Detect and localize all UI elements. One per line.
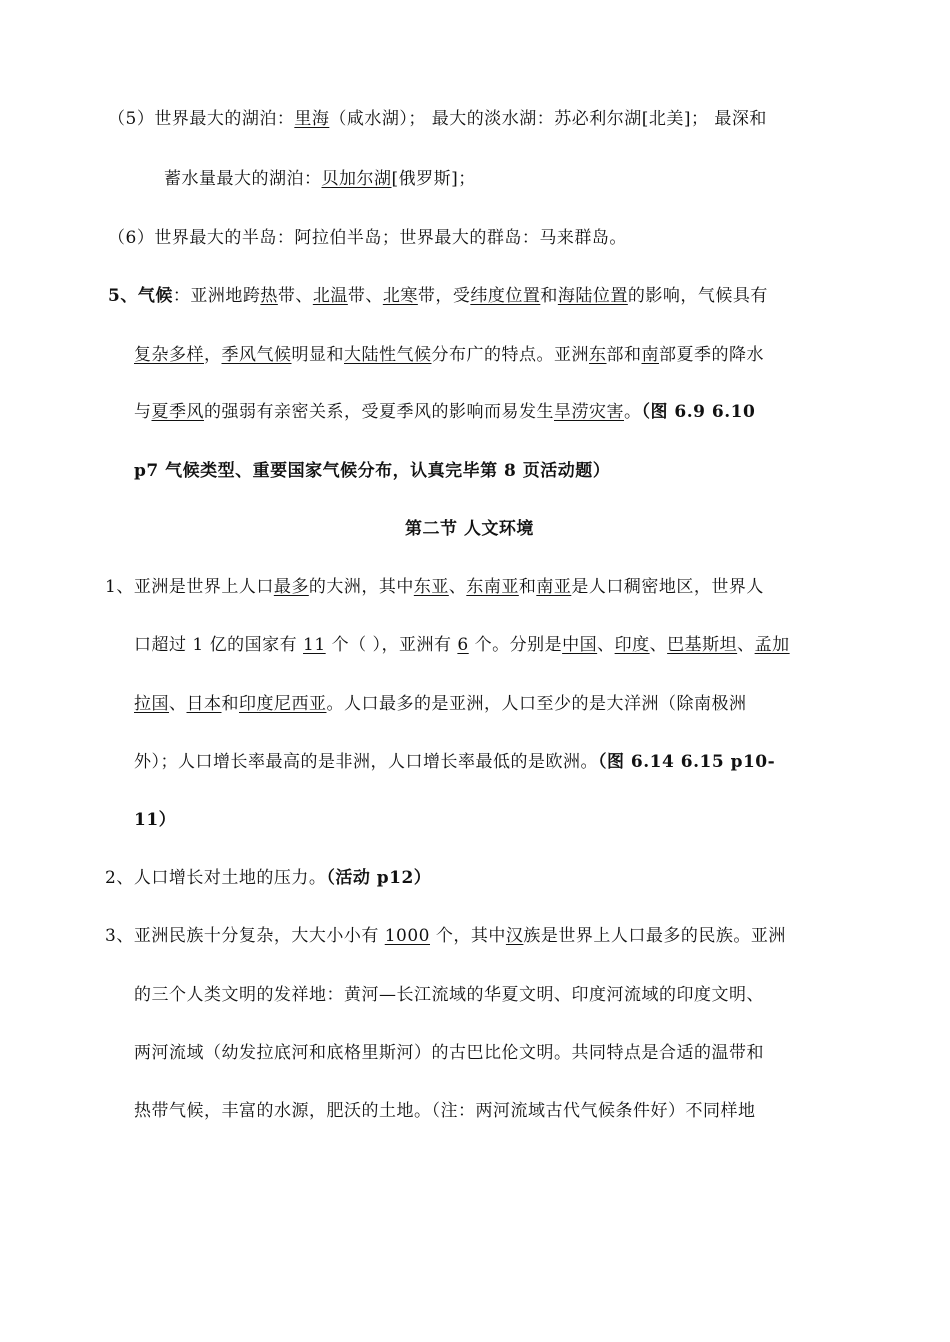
text-segment: 2、人口增长对土地的压力。 xyxy=(105,868,327,888)
text-segment: 蓄水量最大的湖泊： xyxy=(164,169,322,189)
text-segment: 带、 xyxy=(277,286,313,306)
text-segment: 、 xyxy=(169,694,187,714)
underlined-term: 1000 xyxy=(384,926,430,946)
paragraph-line-lake xyxy=(108,107,767,131)
text-segment: 1、亚洲是世界上人口 xyxy=(105,577,274,597)
bold-text: 5、气候 xyxy=(108,286,173,306)
text-segment: 和 xyxy=(518,577,537,597)
underlined-term: 6 xyxy=(457,635,469,655)
bold-text: （图 6.14 6.15 p10- xyxy=(598,752,776,772)
text-segment: 外）；人口增长率最高的是非洲，人口增长率最低的是欧洲。 xyxy=(134,752,598,772)
text-segment: 部夏季的降水 xyxy=(659,345,764,365)
text-segment: 热带气候，丰富的水源，肥沃的土地。（注：两河流域古代气候条件好）不同样地 xyxy=(134,1101,756,1121)
text-segment: （咸水湖）； 最大的淡水湖：苏必利尔湖[北美]； 最深和 xyxy=(329,109,767,129)
underlined-term: 中国 xyxy=(562,635,598,655)
underlined-term: 季风气候 xyxy=(221,345,292,365)
text-segment: 族是世界上人口最多的民族。亚洲 xyxy=(523,926,786,946)
text-segment: 是人口稠密地区，世界人 xyxy=(571,577,764,597)
paragraph-line-climate-2 xyxy=(134,343,764,367)
text-segment: 、 xyxy=(737,635,755,655)
section-title xyxy=(405,517,534,541)
underlined-term: 东 xyxy=(589,345,607,365)
text-segment: 明显和 xyxy=(291,345,344,365)
text-segment: 带，受 xyxy=(417,286,471,306)
underlined-term: 最多 xyxy=(273,577,309,597)
text-segment: 和 xyxy=(540,286,558,306)
text-segment: 两河流域（幼发拉底河和底格里斯河）的古巴比伦文明。共同特点是合适的温带和 xyxy=(134,1043,764,1063)
underlined-term: 日本 xyxy=(186,694,222,714)
underlined-term: 南 xyxy=(641,345,659,365)
paragraph-line-climate-3 xyxy=(134,400,755,424)
text-segment: 、 xyxy=(597,635,615,655)
text-segment: 的影响，气候具有 xyxy=(627,286,768,306)
underlined-term: 复杂多样 xyxy=(134,345,204,365)
text-segment: 部和 xyxy=(606,345,642,365)
text-segment: 与 xyxy=(134,402,152,422)
bold-text: 11） xyxy=(134,810,177,830)
paragraph-line-lake-cont xyxy=(164,167,476,191)
underlined-term: 贝加尔湖 xyxy=(321,169,392,189)
paragraph-line-peninsula xyxy=(108,226,627,250)
text-segment: 的大洲，其中 xyxy=(308,577,414,597)
text-segment: 口超过 1 亿的国家有 xyxy=(134,635,304,655)
paragraph-line-climate-4 xyxy=(134,459,610,483)
paragraph-line-population-3 xyxy=(134,692,747,716)
underlined-term: 夏季风 xyxy=(151,402,204,422)
text-segment: ：亚洲地跨 xyxy=(172,286,261,306)
underlined-term: 印度 xyxy=(614,635,650,655)
text-segment: 分布广的特点。亚洲 xyxy=(431,345,589,365)
paragraph-line-ethnic xyxy=(105,924,786,948)
text-segment: 和 xyxy=(221,694,239,714)
underlined-term: 东南亚 xyxy=(466,577,519,597)
text-segment: 、 xyxy=(649,635,668,655)
text-segment: 、 xyxy=(448,577,467,597)
text-segment: ， xyxy=(204,345,222,365)
text-segment: 。人口最多的是亚洲，人口至少的是大洋洲（除南极洲 xyxy=(326,694,747,714)
paragraph-line-population-5 xyxy=(134,808,176,832)
text-segment: 3、亚洲民族十分复杂，大大小小有 xyxy=(105,926,385,946)
paragraph-line-climate xyxy=(108,284,768,308)
underlined-term: 东亚 xyxy=(413,577,449,597)
underlined-term: 纬度位置 xyxy=(470,286,541,306)
bold-text: 第二节 人文环境 xyxy=(405,519,534,539)
bold-text: p7 气候类型、重要国家气候分布，认真完毕第 8 页活动题） xyxy=(134,461,611,481)
underlined-term: 大陆性气候 xyxy=(344,345,432,365)
underlined-term: 汉 xyxy=(505,926,524,946)
underlined-term: 旱涝灾害 xyxy=(554,402,624,422)
text-segment: 个（ ），亚洲有 xyxy=(325,635,458,655)
text-segment: 的强弱有亲密关系，受夏季风的影响而易发生 xyxy=(204,402,554,422)
text-segment: （6）世界最大的半岛：阿拉伯半岛；世界最大的群岛：马来群岛。 xyxy=(108,228,627,248)
underlined-term: 里海 xyxy=(294,109,330,129)
paragraph-line-population xyxy=(105,575,764,599)
paragraph-line-ethnic-3 xyxy=(134,1041,764,1065)
underlined-term: 热 xyxy=(260,286,278,306)
underlined-term: 海陆位置 xyxy=(557,286,628,306)
paragraph-line-population-2 xyxy=(134,633,790,657)
underlined-term: 拉国 xyxy=(134,694,169,714)
text-segment: （5）世界最大的湖泊： xyxy=(108,109,295,129)
text-segment: 个。分别是 xyxy=(468,635,563,655)
underlined-term: 11 xyxy=(303,635,326,655)
text-segment: 带、 xyxy=(347,286,383,306)
underlined-term: 巴基斯坦 xyxy=(667,635,738,655)
paragraph-line-ethnic-2 xyxy=(134,983,764,1007)
underlined-term: 南亚 xyxy=(536,577,572,597)
underlined-term: 孟加 xyxy=(754,635,790,655)
underlined-term: 印度尼西亚 xyxy=(239,694,327,714)
text-segment: 。 xyxy=(624,402,642,422)
paragraph-line-land-pressure xyxy=(105,866,431,890)
text-segment: [俄罗斯]； xyxy=(391,169,476,189)
text-segment: 的三个人类文明的发祥地：黄河—长江流域的华夏文明、印度河流域的印度文明、 xyxy=(134,985,764,1005)
bold-text: （活动 p12） xyxy=(326,868,432,888)
underlined-term: 北寒 xyxy=(382,286,418,306)
bold-text: （图 6.9 6.10 xyxy=(641,402,756,422)
underlined-term: 北温 xyxy=(312,286,348,306)
paragraph-line-population-4 xyxy=(134,750,775,774)
paragraph-line-ethnic-4 xyxy=(134,1099,756,1123)
text-segment: 个，其中 xyxy=(430,926,506,946)
